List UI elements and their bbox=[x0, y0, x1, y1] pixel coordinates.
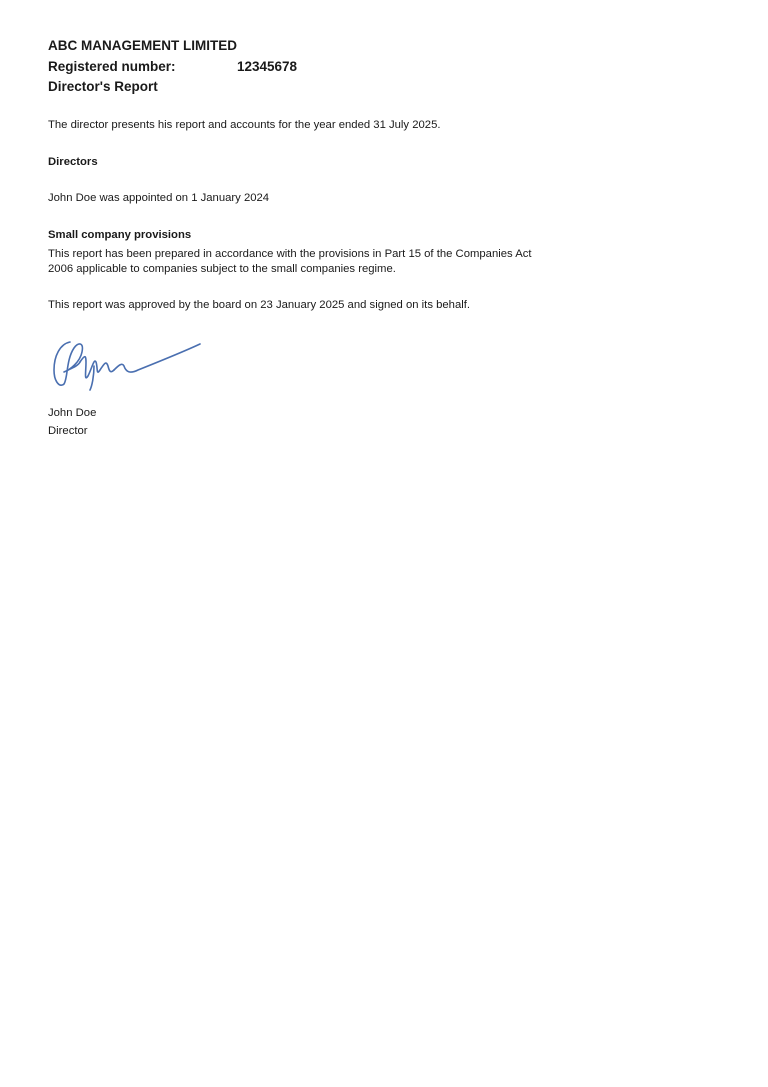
signature-stroke-tail bbox=[114, 344, 200, 372]
handwritten-signature bbox=[48, 336, 208, 392]
company-name: ABC MANAGEMENT LIMITED bbox=[48, 38, 237, 53]
directors-heading: Directors bbox=[48, 156, 98, 168]
small-company-text-line-2: 2006 applicable to companies subject to the small companies regime. bbox=[48, 263, 396, 275]
registered-number-label: Registered number: bbox=[48, 59, 176, 74]
approval-paragraph: This report was approved by the board on 23 January 2025 and signed on its behalf. bbox=[48, 299, 471, 311]
registered-number-value: 12345678 bbox=[237, 59, 298, 74]
signature-stroke-middle bbox=[80, 357, 114, 378]
director-appointment-text: John Doe was appointed on 1 January 2024 bbox=[48, 192, 270, 204]
small-company-text-line-1: This report has been prepared in accordance with the provisions in Part 15 of the Companies Act bbox=[48, 248, 532, 260]
intro-paragraph: The director presents his report and accounts for the year ended 31 July 2025. bbox=[48, 119, 441, 131]
report-title: Director's Report bbox=[48, 79, 158, 94]
signatory-name: John Doe bbox=[48, 407, 97, 419]
small-company-heading: Small company provisions bbox=[48, 229, 192, 241]
signatory-role: Director bbox=[48, 425, 88, 437]
signature-stroke-loop bbox=[54, 342, 82, 385]
